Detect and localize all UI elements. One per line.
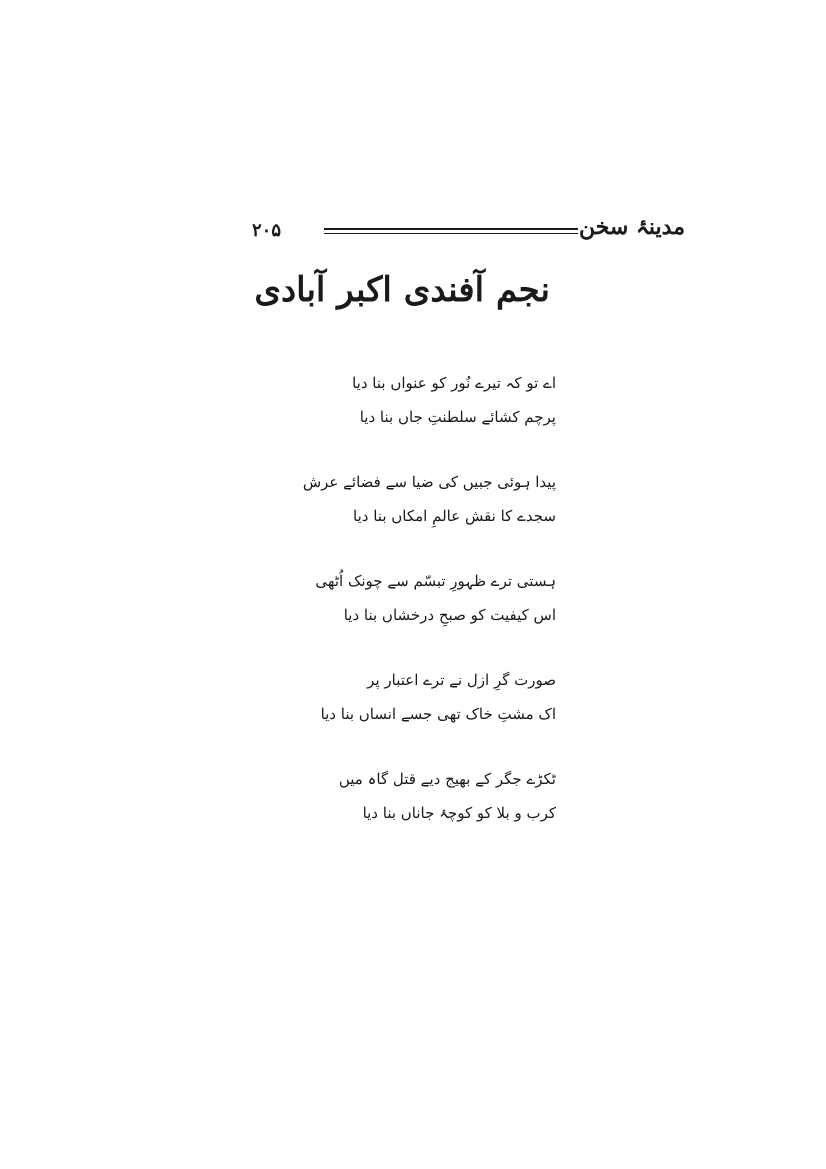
couplet (330, 366, 556, 465)
couplet (320, 663, 556, 762)
couplet (302, 465, 556, 564)
misra-second: سجدے کا نقش عالمِ امکاں بنا دیا (353, 507, 556, 525)
page-number: ۲۰۵ (252, 220, 282, 241)
running-head (240, 214, 685, 248)
misra-first: ہستی ترے ظہورِ تبسّم سے چونک اُٹھی (315, 572, 556, 590)
poet-name: نجم آفندی اکبر آبادی (254, 270, 550, 310)
poem (302, 366, 556, 861)
misra-first: صورت گرِ ازل نے ترے اعتبار پر (367, 671, 556, 689)
misra-second: پرچم کشائے سلطنتِ جاں بنا دیا (359, 408, 556, 426)
couplet (330, 762, 556, 861)
book-title: مدینۂ سخن (578, 214, 685, 240)
misra-second: کرب و بلا کو کوچۂ جاناں بنا دیا (362, 804, 556, 822)
couplet (315, 564, 556, 663)
header-rule-thin (324, 233, 578, 234)
header-rule (324, 228, 578, 230)
misra-second: اک مشتِ خاک تھی جسے انساں بنا دیا (320, 705, 556, 723)
misra-first: ٹکڑے جگر کے بھیج دیے قتل گاہ میں (338, 770, 556, 788)
misra-first: اے تو کہ تیرے نُور کو عنواں بنا دیا (352, 374, 556, 392)
misra-first: پیدا ہوئی جبیں کی ضیا سے فضائے عرش (302, 473, 556, 491)
misra-second: اس کیفیت کو صبحِ درخشاں بنا دیا (343, 606, 556, 624)
